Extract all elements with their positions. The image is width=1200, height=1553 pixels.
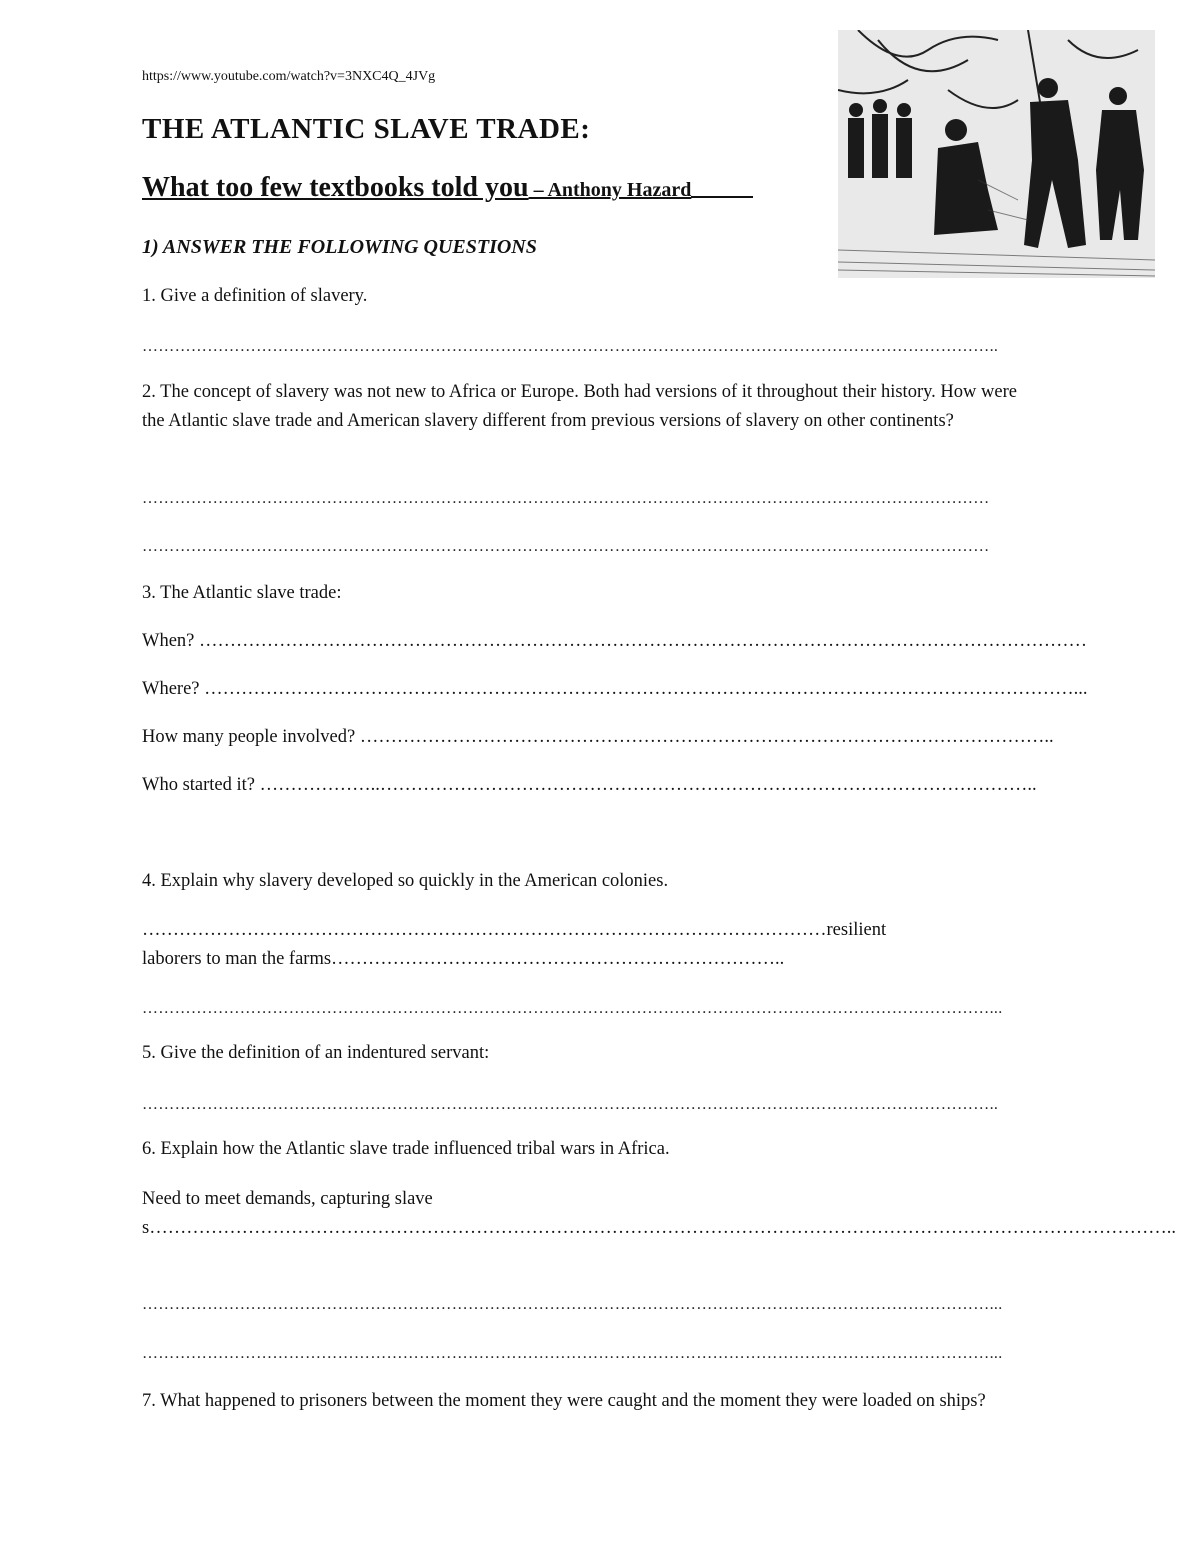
- page-title: THE ATLANTIC SLAVE TRADE:: [142, 113, 591, 145]
- answer-6[interactable]: Need to meet demands, capturing slaves…………………………………………………………………………………………………………………………………………………..: [142, 1189, 1176, 1238]
- question-5: 5. Give the definition of an indentured servant:: [142, 1043, 490, 1063]
- source-url[interactable]: https://www.youtube.com/watch?v=3NXC4Q_4JVg: [142, 69, 436, 84]
- author: – Anthony Hazard: [528, 179, 692, 201]
- answer-line-2a[interactable]: …………………………………………………………………………………………………………………………………………: [142, 490, 990, 507]
- question-6: 6. Explain how the Atlantic slave trade influenced tribal wars in Africa.: [142, 1139, 670, 1159]
- answer-line-6b[interactable]: …………………………………………………………………………………………………………………………………………...: [142, 1345, 1003, 1362]
- answer-line-4[interactable]: …………………………………………………………………………………………………………………………………………...: [142, 1000, 1003, 1017]
- subtitle-row: [142, 172, 753, 204]
- question-4: 4. Explain why slavery developed so quickly in the American colonies.: [142, 871, 669, 891]
- answer-line-2b[interactable]: …………………………………………………………………………………………………………………………………………: [142, 538, 990, 555]
- answer-line-1[interactable]: …………………………………………………………………………………………………………………………………………..: [142, 338, 999, 355]
- subtitle: What too few textbooks told you: [142, 172, 529, 203]
- question-3: 3. The Atlantic slave trade:: [142, 583, 342, 603]
- answer-line-6a[interactable]: …………………………………………………………………………………………………………………………………………...: [142, 1296, 1003, 1313]
- question-2: 2. The concept of slavery was not new to Africa or Europe. Both had versions of it throughout their history. How were the Atlantic slave trade and American slavery different from previous versions of slavery on other continents?: [142, 382, 1017, 431]
- answer-line-5[interactable]: …………………………………………………………………………………………………………………………………………..: [142, 1096, 999, 1113]
- section-heading: 1) ANSWER THE FOLLOWING QUESTIONS: [142, 236, 537, 258]
- answer-4[interactable]: …………………………………………………………………………………………………resilient laborers to man the farms………………………………………………………………..: [142, 920, 887, 969]
- question-7: 7. What happened to prisoners between the moment they were caught and the moment they were loaded on ships?: [142, 1391, 986, 1411]
- question-1: 1. Give a definition of slavery.: [142, 286, 368, 306]
- question-3-who[interactable]: Who started it? ………………..……………………………………………………………………………………………..: [142, 775, 1037, 795]
- underline-rule: [691, 196, 753, 198]
- question-3-where[interactable]: Where? ……………………………………………………………………………………………………………………………...: [142, 679, 1088, 699]
- question-3-how-many[interactable]: How many people involved? …………………………………………………………………………………………………..: [142, 727, 1054, 747]
- question-3-when[interactable]: When? ………………………………………………………………………………………………………………………………: [142, 631, 1088, 651]
- historical-engraving-image: [838, 30, 1155, 278]
